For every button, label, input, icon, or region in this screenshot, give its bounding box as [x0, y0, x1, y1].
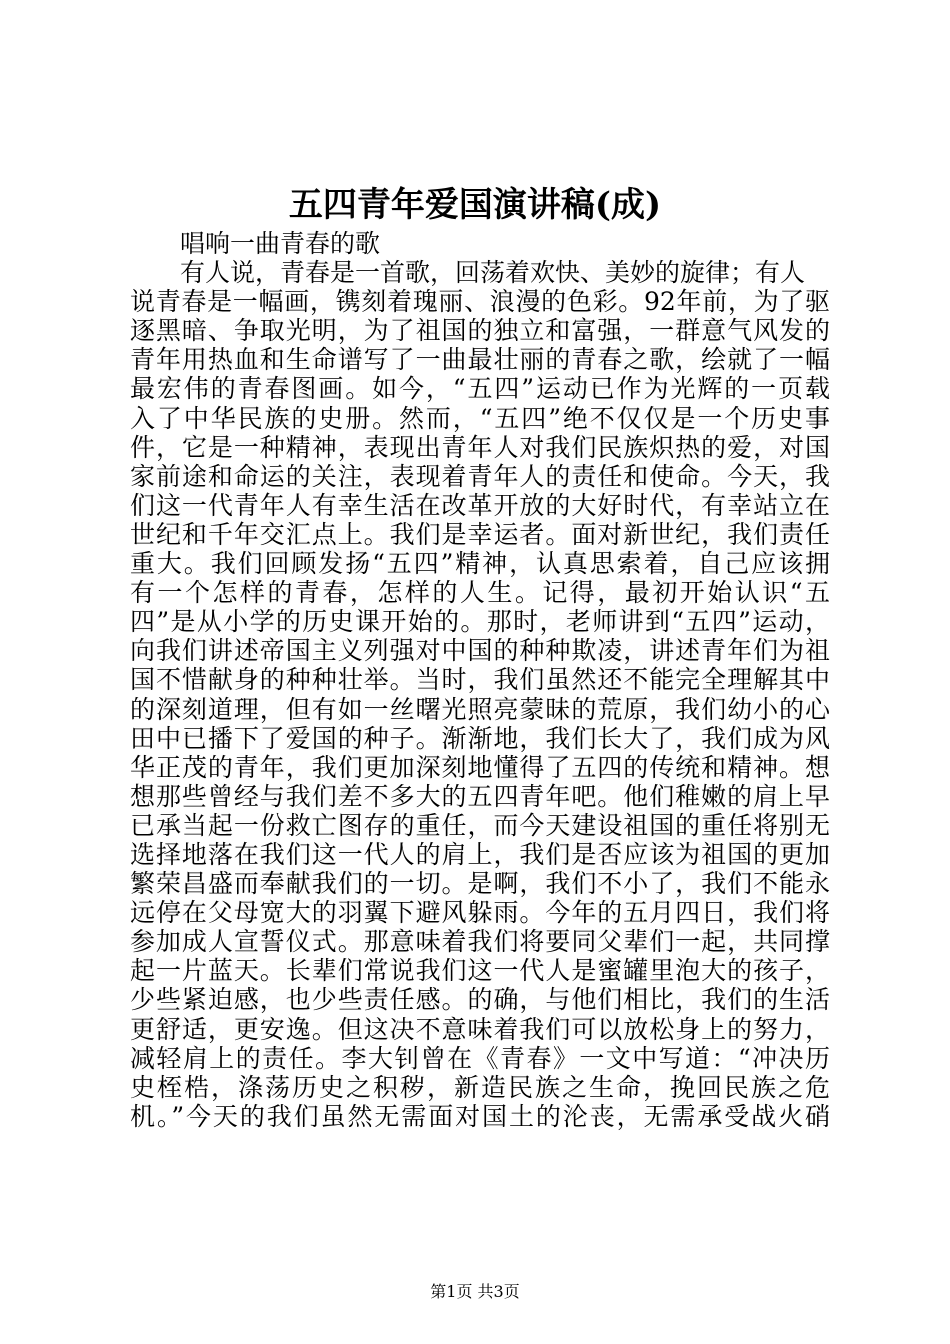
text-line: 参加成人宣誓仪式。那意味着我们将要同父辈们一起，共同撑	[130, 927, 830, 957]
text-line: 繁荣昌盛而奉献我们的一切。是啊，我们不小了，我们不能永	[130, 869, 830, 899]
text-line: 想那些曾经与我们差不多大的五四青年吧。他们稚嫩的肩上早	[130, 781, 830, 811]
text-line: 有人说，青春是一首歌，回荡着欢快、美妙的旋律；有人	[180, 258, 806, 288]
text-line: 华正茂的青年，我们更加深刻地懂得了五四的传统和精神。想	[130, 752, 830, 782]
page-title: 五四青年爱国演讲稿(成)	[288, 185, 662, 225]
text-line: 史桎梏，涤荡历史之积秽，新造民族之生命，挽回民族之危	[130, 1072, 830, 1102]
text-line: 唱响一曲青春的歌	[180, 229, 381, 258]
text-line: 世纪和千年交汇点上。我们是幸运者。面对新世纪，我们责任	[130, 519, 830, 549]
text-line: 减轻肩上的责任。李大钊曾在《青春》一文中写道：“冲决历	[130, 1043, 830, 1073]
text-line: 家前途和命运的关注，表现着青年人的责任和使命。今天，我	[130, 461, 830, 491]
text-line: 已承当起一份救亡图存的重任，而今天建设祖国的重任将别无	[130, 810, 830, 840]
text-line: 国不惜献身的种种壮举。当时，我们虽然还不能完全理解其中	[130, 665, 830, 695]
text-line: 向我们讲述帝国主义列强对中国的种种欺凌，讲述青年们为祖	[130, 636, 830, 666]
text-line: 件，它是一种精神，表现出青年人对我们民族炽热的爱，对国	[130, 432, 830, 462]
text-line: 逐黑暗、争取光明，为了祖国的独立和富强，一群意气风发的	[130, 316, 830, 346]
text-line: 选择地落在我们这一代人的肩上，我们是否应该为祖国的更加	[130, 839, 830, 869]
text-line: 田中已播下了爱国的种子。渐渐地，我们长大了，我们成为风	[130, 723, 830, 753]
text-line: 少些紧迫感，也少些责任感。的确，与他们相比，我们的生活	[130, 985, 830, 1015]
page-footer: 第1页 共3页	[430, 1282, 520, 1301]
text-line: 的深刻道理，但有如一丝曙光照亮蒙昧的荒原，我们幼小的心	[130, 694, 830, 724]
text-line: 机。”今天的我们虽然无需面对国土的沦丧，无需承受战火硝	[130, 1101, 830, 1131]
text-line: 重大。我们回顾发扬“五四”精神，认真思索着，自己应该拥	[130, 549, 830, 579]
body-text	[130, 229, 830, 1131]
text-line: 四”是从小学的历史课开始的。那时，老师讲到“五四”运动，	[130, 607, 830, 637]
text-line: 更舒适，更安逸。但这决不意味着我们可以放松身上的努力，	[130, 1014, 830, 1044]
text-line: 有一个怎样的青春，怎样的人生。记得，最初开始认识“五	[130, 578, 830, 608]
text-line: 们这一代青年人有幸生活在改革开放的大好时代，有幸站立在	[130, 490, 830, 520]
text-line: 说青春是一幅画，镌刻着瑰丽、浪漫的色彩。92年前，为了驱	[130, 287, 830, 317]
text-line: 远停在父母宽大的羽翼下避风躲雨。今年的五月四日，我们将	[130, 898, 830, 928]
text-line: 入了中华民族的史册。然而，“五四”绝不仅仅是一个历史事	[130, 403, 830, 433]
text-line: 青年用热血和生命谱写了一曲最壮丽的青春之歌，绘就了一幅	[130, 345, 830, 375]
text-line: 起一片蓝天。长辈们常说我们这一代人是蜜罐里泡大的孩子，	[130, 956, 830, 986]
text-line: 最宏伟的青春图画。如今，“五四”运动已作为光辉的一页载	[130, 374, 830, 404]
